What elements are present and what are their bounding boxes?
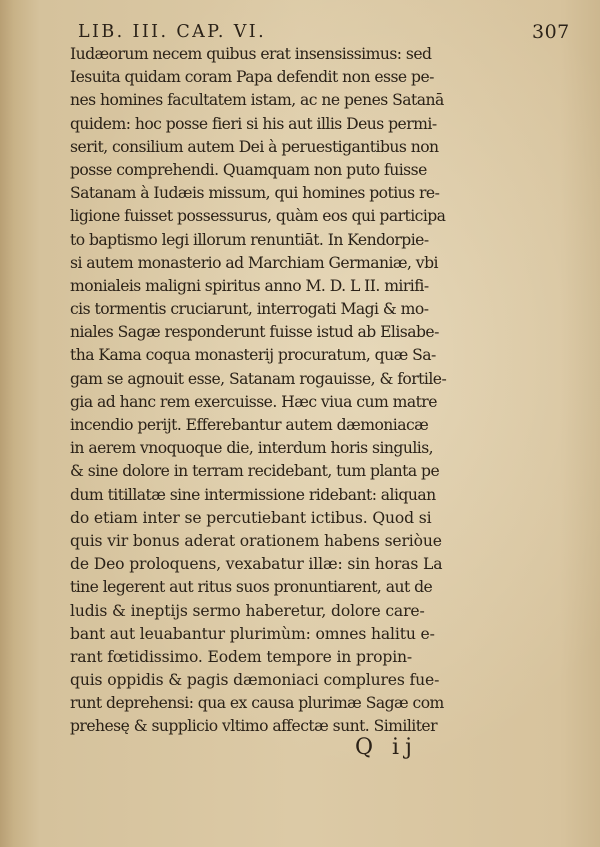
text-line: tine legerent aut ritus suos pronuntiarent, aut de [70, 578, 433, 597]
page-number: 307 [532, 21, 570, 43]
text-line: posse comprehendi. Quamquam non puto fuisse [70, 160, 427, 179]
text-line: dum titillatæ sine intermissione ridebant: aliquan [70, 485, 436, 504]
text-line: Iesuita quidam coram Papa defendit non esse pe- [70, 68, 434, 87]
text-line: si autem monasterio ad Marchiam Germaniæ, vbi [70, 253, 438, 272]
running-head: LIB. III. CAP. VI. [78, 22, 267, 42]
text-line: quidem: hoc posse fieri si his aut illis Deus permi- [70, 114, 437, 133]
text-line: rant fœtidissimo. Eodem tempore in propin- [70, 647, 413, 666]
text-line: gam se agnouit esse, Satanam rogauisse, & fortile- [70, 369, 447, 388]
text-line: cis tormentis cruciarunt, interrogati Magi & mo- [70, 300, 429, 319]
text-line: bant aut leuabantur plurimùm: omnes halitu e- [70, 624, 435, 643]
text-line: & sine dolore in terram recidebant, tum planta pe [70, 462, 440, 481]
text-line: to baptismo legi illorum renuntiāt. In Kendorpie- [70, 230, 429, 249]
text-line: quis vir bonus aderat orationem habens seriòue [70, 531, 442, 550]
text-line: niales Sagæ responderunt fuisse istud ab Elisabe- [70, 323, 439, 342]
text-line: Iudæorum necem quibus erat insensissimus: sed [70, 45, 432, 63]
text-line: quis oppidis & pagis dæmoniaci complures fue- [70, 671, 440, 690]
text-line: do etiam inter se percutiebant ictibus. Quod si [70, 508, 432, 527]
page-footer [355, 735, 455, 763]
text-line: de Deo proloquens, vexabatur illæ: sin horas La [70, 555, 443, 574]
text-line: serit, consilium autem Dei à peruestigantibus non [70, 137, 439, 156]
text-line: in aerem vnoquoque die, interdum horis singulis, [70, 439, 434, 458]
text-line: prehesę & supplicio vltimo affectæ sunt. Similiter [70, 717, 438, 736]
text-line: incendio perijt. Efferebantur autem dæmoniacæ [70, 416, 429, 434]
text-line: monialeis maligni spiritus anno M. D. L II. mirifi- [70, 276, 429, 295]
text-line: gia ad hanc rem exercuisse. Hæc viua cum matre [70, 392, 437, 411]
text-line: nes homines facultatem istam, ac ne penes Satanā [70, 91, 444, 110]
text-line: runt deprehensi: qua ex causa plurimæ Sagæ com [70, 694, 444, 713]
text-line: tha Kama coqua monasterij procuratum, quæ Sa- [70, 346, 436, 365]
text-line: ludis & ineptijs sermo haberetur, dolore care- [70, 601, 425, 620]
body-text [70, 43, 447, 739]
text-line: ligione fuisset possessurus, quàm eos qui participa [70, 207, 446, 226]
signature-mark: Q ij [355, 735, 418, 760]
text-line: Satanam à Iudæis missum, qui homines potius re- [70, 184, 440, 203]
